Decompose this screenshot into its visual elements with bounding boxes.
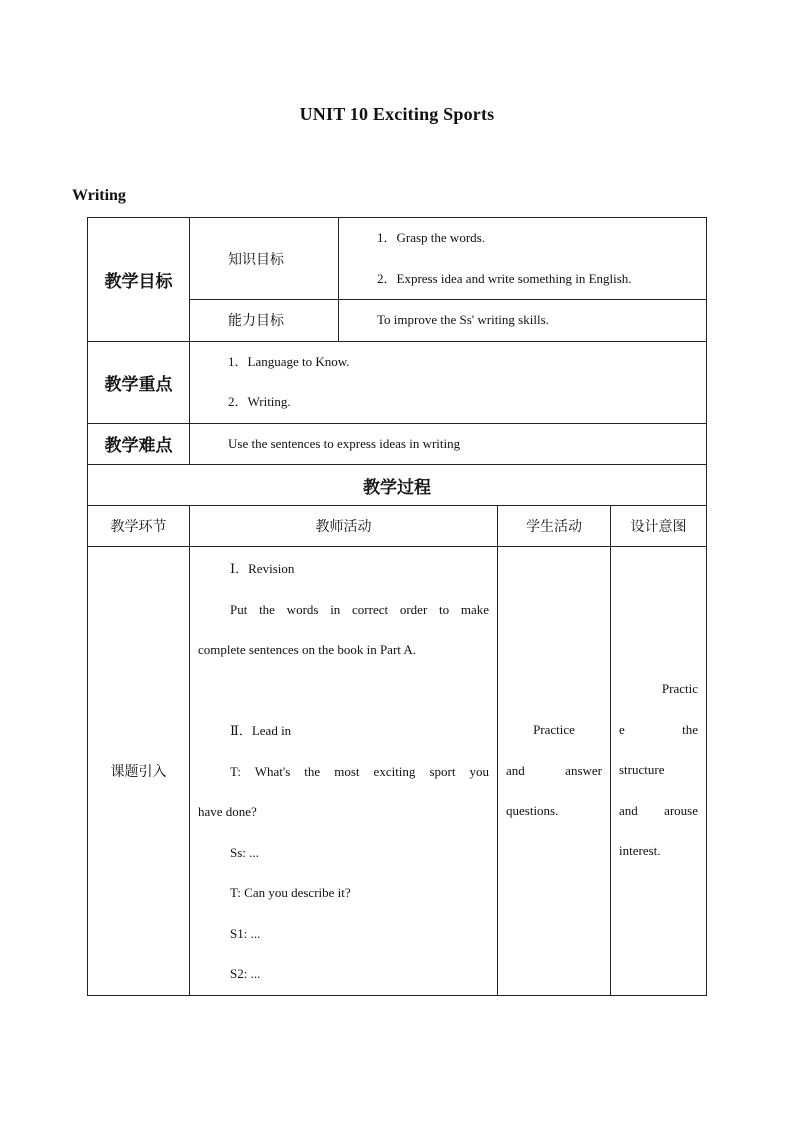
process-row <box>88 547 707 996</box>
process-heading-row <box>88 465 707 506</box>
teacher-line: T: Can you describe it? <box>230 885 351 900</box>
intent-line: e the <box>619 721 699 737</box>
process-columns-row <box>88 506 707 547</box>
knowledge-item: 2．Express idea and write something in English. <box>377 270 632 286</box>
key-point-item: 1．Language to Know. <box>228 353 350 369</box>
knowledge-goal-label: 知识目标 <box>190 218 339 300</box>
student-activity-cell <box>498 547 611 996</box>
teacher-line: S2: ... <box>230 966 261 981</box>
intent-line: Practic <box>661 681 699 696</box>
objectives-knowledge-row <box>88 218 707 300</box>
document-title: UNIT 10 Exciting Sports <box>299 104 495 124</box>
column-header-teacher: 教师活动 <box>190 506 498 547</box>
teacher-line: have done? <box>198 804 257 819</box>
design-intent-cell <box>611 547 707 996</box>
process-heading: 教学过程 <box>88 465 707 506</box>
difficulties-label: 教学难点 <box>88 423 190 465</box>
key-point-item: 2．Writing. <box>228 394 291 409</box>
difficulties-content <box>190 423 707 465</box>
teacher-line: T: What's the most exciting sport you <box>230 763 489 779</box>
student-line: questions. <box>506 803 559 818</box>
teacher-line: Put the words in correct order to make <box>230 601 489 617</box>
teacher-line: complete sentences on the book in Part A. <box>198 642 417 657</box>
key-points-content <box>190 341 707 423</box>
student-line: Practice <box>533 722 575 737</box>
ability-goal-content <box>339 300 707 342</box>
difficulty-text: Use the sentences to express ideas in writing <box>228 435 461 451</box>
difficulties-row <box>88 423 707 465</box>
key-points-row <box>88 341 707 423</box>
lesson-plan-table <box>87 217 707 996</box>
teacher-line: Ⅰ．Revision <box>230 561 295 576</box>
column-header-intent: 设计意图 <box>611 506 707 547</box>
stage-cell: 课题引入 <box>88 547 190 996</box>
intent-line: interest. <box>619 843 661 858</box>
ability-goal-label: 能力目标 <box>190 300 339 342</box>
intent-line: structure <box>619 762 665 777</box>
intent-line: and arouse <box>619 802 699 818</box>
teacher-activity-cell <box>190 547 498 996</box>
teacher-line: Ss: ... <box>230 844 259 860</box>
section-heading: Writing <box>72 187 126 204</box>
teacher-line: S1: ... <box>230 925 261 941</box>
objectives-label: 教学目标 <box>88 218 190 342</box>
key-points-label: 教学重点 <box>88 341 190 423</box>
student-line: and answer <box>506 762 602 778</box>
knowledge-goal-content <box>339 218 707 300</box>
column-header-stage: 教学环节 <box>88 506 190 547</box>
teacher-line-blank <box>198 671 489 712</box>
teacher-line: Ⅱ．Lead in <box>230 723 292 738</box>
knowledge-item: 1．Grasp the words. <box>377 230 485 245</box>
column-header-student: 学生活动 <box>498 506 611 547</box>
ability-text: To improve the Ss' writing skills. <box>377 312 549 327</box>
